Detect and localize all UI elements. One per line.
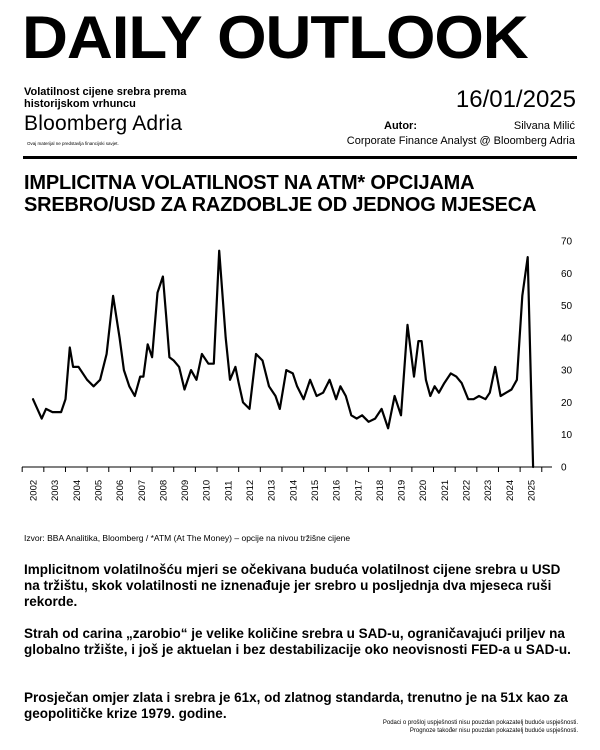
x-tick-label: 2012: [245, 479, 256, 501]
x-tick-label: 2016: [331, 479, 343, 501]
chart-title: IMPLICITNA VOLATILNOST NA ATM* OPCIJAMA SREBRO/USD ZA RAZDOBLJE OD JEDNOG MJESECA: [24, 172, 537, 216]
tiny-note: Ovaj materijal ne predstavlja financijski savjet.: [27, 141, 119, 146]
y-axis-ticks: [561, 237, 573, 474]
y-tick-label: 0: [561, 462, 567, 474]
x-tick-label: 2005: [93, 479, 105, 501]
header-divider: [23, 156, 577, 159]
author-label: Autor:: [384, 120, 417, 132]
masthead: DAILY OUTLOOK: [22, 4, 528, 71]
y-tick-label: 20: [561, 397, 573, 409]
x-tick-label: 2013: [266, 479, 278, 501]
brand-logo: Bloomberg Adria: [24, 112, 183, 135]
x-tick-label: 2010: [201, 479, 213, 501]
x-tick-label: 2015: [309, 479, 321, 501]
x-tick-label: 2006: [115, 479, 127, 501]
y-tick-label: 60: [561, 268, 573, 280]
y-tick-label: 50: [561, 301, 573, 313]
y-tick-label: 40: [561, 333, 573, 345]
paragraph-gold-silver-ratio: Prosječan omjer zlata i srebra je 61x, od zlatnog standarda, trenutno je na 51x kao za geopolitičke krize 1979. godine.: [24, 690, 568, 721]
volatility-chart: [0, 230, 600, 530]
source-note: Izvor: BBA Analitika, Bloomberg / *ATM (At The Money) – opcije na nivou tržišne cijene: [24, 533, 351, 543]
x-tick-label: 2007: [136, 479, 148, 501]
y-tick-label: 30: [561, 365, 573, 377]
disclaimer: [278, 719, 578, 735]
series-line: [33, 251, 533, 467]
paragraph-tariffs: Strah od carina „zarobio“ je velike količine srebra u SAD-u, ograničavajući priljev na globalno tržište, i još je aktuelan i bez destabilizacije oko neovisnosti FED-a u SAD-u.: [24, 626, 571, 657]
x-tick-label: 2018: [374, 479, 386, 501]
y-tick-label: 70: [561, 236, 573, 248]
x-axis-ticks: [22, 467, 542, 501]
x-tick-label: 2024: [504, 479, 516, 501]
author-name: Silvana Milić: [513, 120, 575, 132]
x-tick-label: 2021: [439, 479, 451, 501]
x-tick-label: 2004: [71, 479, 83, 501]
x-tick-label: 2020: [418, 479, 430, 501]
x-tick-label: 2023: [483, 479, 495, 501]
disclaimer-line-past: Podaci o prošloj uspješnosti nisu pouzdan pokazatelj buduće uspješnosti.: [382, 720, 578, 726]
x-tick-label: 2002: [28, 479, 40, 501]
x-tick-label: 2003: [50, 479, 62, 501]
x-tick-label: 2025: [526, 479, 538, 501]
x-tick-label: 2017: [353, 479, 365, 501]
x-tick-label: 2008: [158, 479, 170, 501]
y-tick-label: 10: [561, 430, 573, 442]
disclaimer-line-forecast: Prognoze također nisu pouzdan pokazatelj buduće uspješnosti.: [409, 728, 578, 734]
author-role: Corporate Finance Analyst @ Bloomberg Adria: [346, 135, 575, 147]
publication-date: 16/01/2025: [455, 86, 576, 113]
x-tick-label: 2014: [288, 479, 300, 501]
x-tick-label: 2022: [461, 479, 473, 501]
x-tick-label: 2019: [396, 479, 408, 501]
x-tick-label: 2011: [223, 480, 235, 501]
paragraph-implied-volatility: Implicitnom volatilnošću mjeri se očekivana buduća volatilnost cijene srebra u USD na tržištu, skok volatilnosti ne iznenađuje jer srebro u posljednja dva mjeseca ruši rekorde.: [24, 562, 561, 609]
subtitle: Volatilnost cijene srebra prema historijskom vrhuncu: [24, 86, 187, 110]
x-tick-label: 2009: [180, 479, 192, 501]
